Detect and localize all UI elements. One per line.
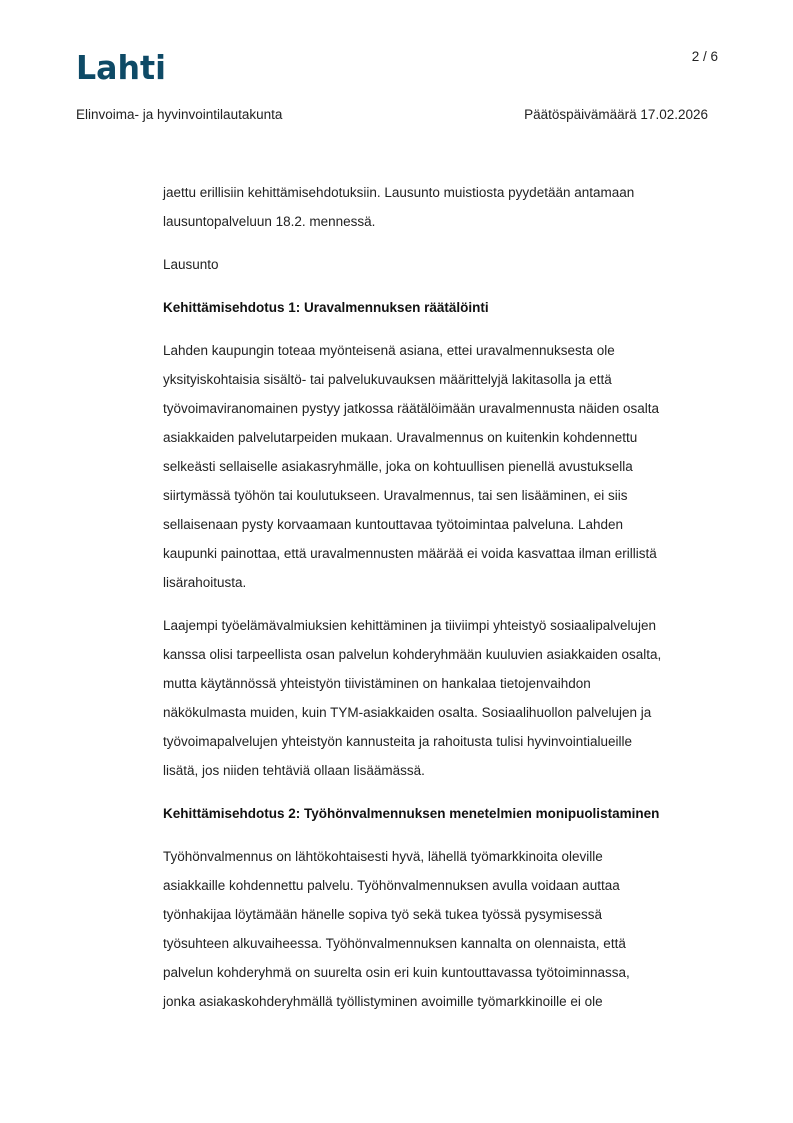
text-line: asiakkaille kohdennettu palvelu. Työhönvalmennuksen avulla voidaan auttaa: [163, 878, 620, 893]
text-line: jaettu erillisiin kehittämisehdotuksiin. Lausunto muistiosta pyydetään antamaan: [163, 185, 635, 200]
text-line: asiakkaiden palvelutarpeiden mukaan. Uravalmennus on kuitenkin kohdennettu: [163, 430, 638, 445]
decision-date: Päätöspäivämäärä 17.02.2026: [524, 107, 708, 122]
text-line: Työhönvalmennus on lähtökohtaisesti hyvä, lähellä työmarkkinoita oleville: [163, 849, 603, 864]
text-line: sellaisenaan pysty korvaamaan kuntouttavaa työtoimintaa palveluna. Lahden: [163, 517, 624, 532]
text-line: näkökulmasta muiden, kuin TYM-asiakkaiden osalta. Sosiaalihuollon palvelujen ja: [163, 705, 652, 720]
text-line: yksityiskohtaisia sisältö- tai palvelukuvauksen määrittelyjä lakitasolla ja että: [163, 372, 612, 387]
text-line: mutta käytännössä yhteistyön tiivistäminen on hankalaa tietojenvaihdon: [163, 676, 591, 691]
text-line: selkeästi sellaiselle asiakasryhmälle, joka on kohtuullisen pienellä avustuksella: [163, 459, 633, 474]
paragraph: [163, 611, 723, 785]
text-line: Laajempi työelämävalmiuksien kehittäminen ja tiiviimpi yhteistyö sosiaalipalvelujen: [163, 618, 656, 633]
text-line: kaupunki painottaa, että uravalmennusten määrää ei voida kasvattaa ilman erillistä: [163, 546, 657, 561]
text-line: jonka asiakaskohderyhmällä työllistyminen avoimille työmarkkinoille ei ole: [163, 994, 603, 1009]
text-line: kanssa olisi tarpeellista osan palvelun kohderyhmään kuuluvien asiakkaiden osalta,: [163, 647, 662, 662]
text-line: työvoimaviranomainen pystyy jatkossa räätälöimään uravalmennusta näiden osalta: [163, 401, 660, 416]
text-line: työvoimapalvelujen yhteistyön kannusteita ja rahoitusta tulisi hyvinvointialueille: [163, 734, 633, 749]
text-line: palvelun kohderyhmä on suurelta osin eri kuin kuntouttavassa työtoiminnassa,: [163, 965, 630, 980]
paragraph-continuation: [163, 178, 723, 236]
document-body: [163, 178, 723, 1016]
page-number: 2 / 6: [691, 49, 718, 64]
section-heading-2: Kehittämisehdotus 2: Työhönvalmennuksen menetelmien monipuolistaminen: [163, 806, 660, 821]
text-line: lausuntopalveluun 18.2. mennessä.: [163, 214, 376, 229]
section-heading-1: Kehittämisehdotus 1: Uravalmennuksen räätälöinti: [163, 300, 489, 315]
text-line: lisärahoitusta.: [163, 575, 247, 590]
paragraph: [163, 336, 723, 597]
text-line: työsuhteen alkuvaiheessa. Työhönvalmennuksen kannalta on olennaista, että: [163, 936, 626, 951]
text-line: lisätä, jos niiden tehtäviä ollaan lisäämässä.: [163, 763, 425, 778]
text-line: Lahden kaupungin toteaa myönteisenä asiana, ettei uravalmennuksesta ole: [163, 343, 615, 358]
paragraph: [163, 842, 723, 1016]
section-label: Lausunto: [163, 257, 219, 272]
text-line: siirtymässä työhön tai koulutukseen. Uravalmennus, tai sen lisääminen, ei siis: [163, 488, 628, 503]
text-line: työnhakijaa löytämään hänelle sopiva työ sekä tukea työssä pysymisessä: [163, 907, 602, 922]
lahti-logo: [76, 46, 168, 84]
lahti-logo-wordmark: Lahti: [76, 48, 166, 84]
committee-name: Elinvoima- ja hyvinvointilautakunta: [76, 107, 283, 122]
